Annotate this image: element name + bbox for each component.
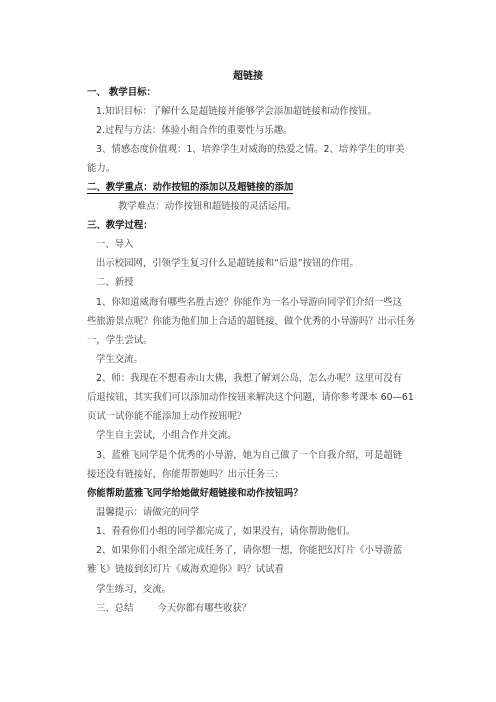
paragraph-line: 学生自主尝试，小组合作并交流。 — [96, 430, 237, 441]
paragraph-line: 一、导入 — [96, 239, 134, 250]
section-heading-objectives: 一、 教学目标： — [87, 87, 156, 98]
paragraph-line: 后退按钮，其实我们可以添加动作按钮来解决这个问题，请你参考课本 60—61 — [87, 392, 414, 403]
task-question: 你能帮助蓝雅飞同学给她做好超链接和动作按钮吗？ — [87, 488, 303, 499]
paragraph-line: 雅飞》链接到幻灯片《威海欢迎你》吗？试试看 — [87, 564, 284, 575]
paragraph-line: 学生练习，交流。 — [96, 584, 172, 595]
paragraph-line: 出示校园网，引领学生复习什么是超链接和“后退”按钮的作用。 — [96, 258, 359, 269]
paragraph-line: 1.知识目标：了解什么是超链接并能够学会添加超链接和动作按钮。 — [96, 106, 377, 117]
key-points-text: 二、教学重点：动作按钮的添加以及超链接的添加 — [87, 182, 294, 193]
paragraph-line: 3、情感态度价值观：1、培养学生对威海的热爱之情。2、培养学生的审美 — [96, 144, 405, 155]
paragraph-line: 2、师：我现在不想看赤山大佛，我想了解刘公岛，怎么办呢？这里可没有 — [96, 373, 402, 384]
paragraph-line: 能力。 — [87, 163, 116, 174]
paragraph-line: 教学难点：动作按钮和超链接的灵活运用。 — [118, 201, 297, 212]
paragraph-line: 接还没有链接好，你能帮帮她吗？出示任务三： — [87, 469, 284, 480]
paragraph-line: 二、新授 — [96, 277, 134, 288]
paragraph-line: 些旅游景点呢？你能为他们加上合适的超链接，做个优秀的小导游吗？出示任务 — [87, 316, 416, 327]
paragraph-line: 一，学生尝试。 — [87, 335, 153, 346]
paragraph-line: 1、你知道威海有哪些名胜古迹？你能作为一名小导游向同学们介绍一些这 — [96, 297, 402, 308]
paragraph-line: 温馨提示：请做完的同学 — [96, 507, 200, 518]
summary-line: 三、总结 今天你都有哪些收获？ — [96, 603, 252, 614]
paragraph-line: 2、如果你们小组全部完成任务了，请你想一想，你能把幻灯片《小导游蓝 — [96, 545, 402, 556]
paragraph-line: 页试一试你能不能添加上动作按钮呢？ — [87, 411, 247, 422]
section-heading-key-points — [87, 182, 436, 194]
paragraph-line: 3、蓝雅飞同学是个优秀的小导游，她为自己做了一个自我介绍，可是超链 — [96, 450, 402, 461]
paragraph-line: 1、看看你们小组的同学都完成了，如果没有，请你帮助他们。 — [96, 526, 356, 537]
paragraph-line: 2.过程与方法：体验小组合作的重要性与乐趣。 — [96, 125, 293, 136]
doc-title: 超链接 — [233, 71, 263, 82]
paragraph-line: 学生交流。 — [96, 354, 143, 365]
section-heading-process: 三、教学过程： — [87, 220, 153, 231]
